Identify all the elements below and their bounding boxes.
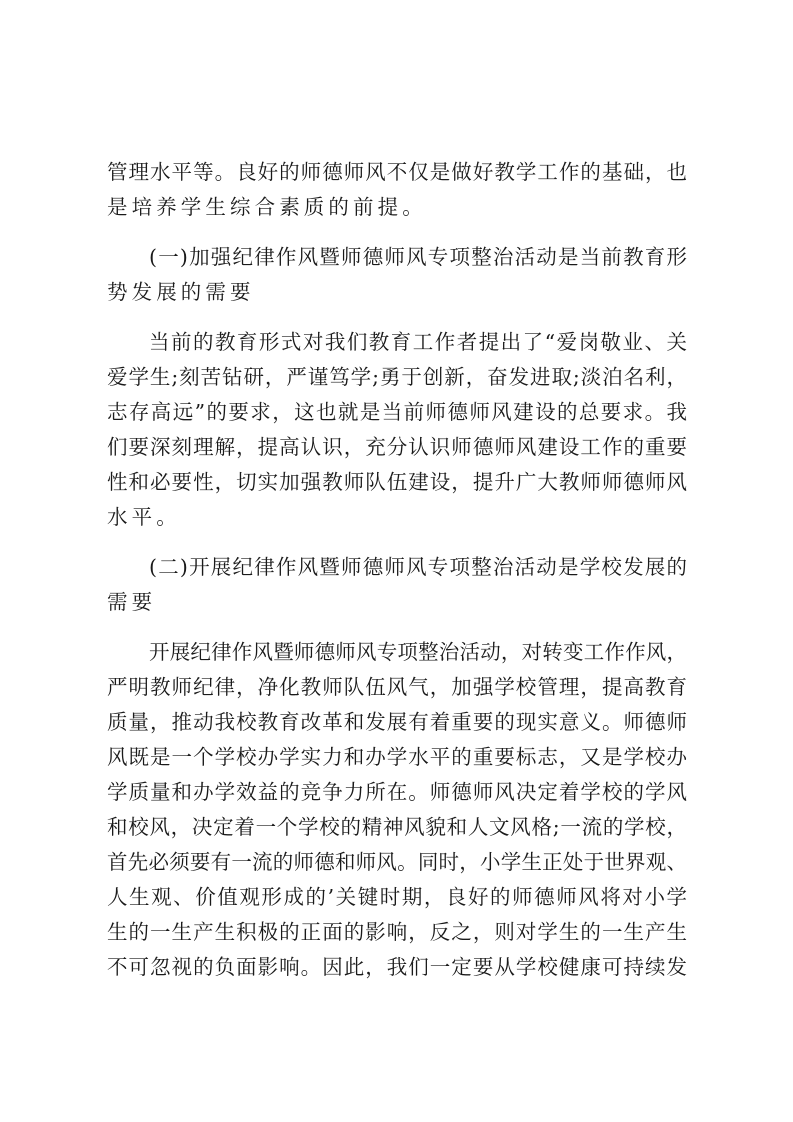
text-line: 当前的教育形式对我们教育工作者提出了“爱岗敬业、关 bbox=[149, 330, 687, 354]
text-line: 人生观、价值观形成的’关键时期，良好的师德师风将对小学 bbox=[107, 885, 687, 909]
text-line: 志存高远”的要求，这也就是当前师德师风建设的总要求。我 bbox=[107, 400, 687, 424]
section-heading-1: (一)加强纪律作风暨师德师风专项整治活动是当前教育形 bbox=[149, 245, 687, 269]
text-line: 学质量和办学效益的竞争力所在。师德师风决定着学校的学风 bbox=[107, 780, 687, 804]
section-heading-1-cont: 势发展的需要 bbox=[107, 280, 255, 304]
text-line: 水平。 bbox=[107, 505, 181, 529]
text-line: 们要深刻理解，提高认识，充分认识师德师风建设工作的重要 bbox=[107, 435, 687, 459]
text-line: 管理水平等。良好的师德师风不仅是做好教学工作的基础，也 bbox=[107, 160, 687, 184]
text-line: 爱学生;刻苦钻研，严谨笃学;勇于创新，奋发进取;淡泊名利， bbox=[107, 365, 687, 389]
section-heading-2-cont: 需要 bbox=[107, 590, 157, 614]
text-line: 严明教师纪律，净化教师队伍风气，加强学校管理，提高教育 bbox=[107, 675, 687, 699]
section-heading-2: (二)开展纪律作风暨师德师风专项整治活动是学校发展的 bbox=[149, 555, 687, 579]
text-line: 生的一生产生积极的正面的影响，反之，则对学生的一生产生 bbox=[107, 920, 687, 944]
text-line: 是培养学生综合素质的前提。 bbox=[107, 195, 427, 219]
text-line: 开展纪律作风暨师德师风专项整治活动，对转变工作作风， bbox=[149, 640, 687, 664]
text-line: 不可忽视的负面影响。因此，我们一定要从学校健康可持续发 bbox=[107, 955, 687, 979]
text-line: 风既是一个学校办学实力和办学水平的重要标志，又是学校办 bbox=[107, 745, 687, 769]
text-line: 首先必须要有一流的师德和师风。同时，小学生正处于世界观、 bbox=[107, 850, 687, 874]
text-line: 质量，推动我校教育改革和发展有着重要的现实意义。师德师 bbox=[107, 710, 687, 734]
text-line: 和校风，决定着一个学校的精神风貌和人文风格;一流的学校， bbox=[107, 815, 687, 839]
text-line: 性和必要性，切实加强教师队伍建设，提升广大教师师德师风 bbox=[107, 470, 687, 494]
